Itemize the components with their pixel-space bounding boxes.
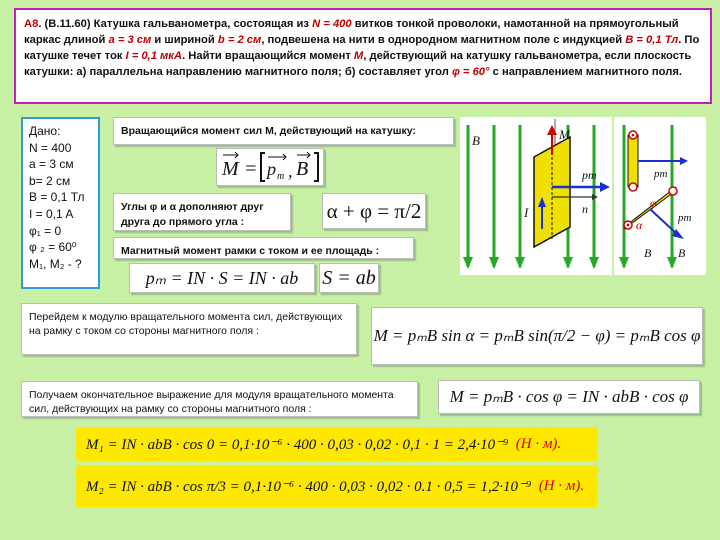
given-box xyxy=(21,117,100,289)
label-pm: pm xyxy=(582,168,597,182)
task-source: . (В.11.60) xyxy=(38,18,94,30)
task-text: . Найти вращающийся момент xyxy=(182,50,354,62)
moment-label: Магнитный момент рамки с током и ее площадь : xyxy=(113,237,414,259)
result-m2-unit: (Н · м). xyxy=(538,477,585,494)
angles-formula: α + φ = π/2 xyxy=(322,193,426,229)
task-text: с направлением магнитного поля. xyxy=(489,66,682,78)
result-m2 xyxy=(76,465,598,507)
label-m: M xyxy=(559,127,570,142)
torque-label: Вращающийся момент сил M, действующий на катушку: xyxy=(113,117,454,145)
task-text: , подвешена на нити в однородном магнитном поле с индукцией xyxy=(261,34,626,46)
task-a: а = 3 см xyxy=(108,34,152,46)
task-phi: φ = 60° xyxy=(451,66,490,78)
frame-field-diagram xyxy=(460,117,612,275)
label-b-top-2: B xyxy=(678,246,686,260)
given-phi2: φ ₂ = 60⁰ xyxy=(29,240,77,255)
task-text: витков тонкой проволоки, намотанной на прямоугольный каркас длиной xyxy=(24,18,679,46)
given-n: N = 400 xyxy=(29,140,72,155)
label-n: n xyxy=(582,202,588,216)
formula-eq: = xyxy=(244,158,258,180)
torque-formula-graphic xyxy=(218,149,322,185)
svg-text:m: m xyxy=(277,171,285,182)
label-pm-top: pm xyxy=(654,168,668,180)
given-a: a = 3 см xyxy=(29,157,74,172)
label-i: I xyxy=(524,205,529,220)
given-title: Дано: xyxy=(29,124,61,138)
task-text: Катушка гальванометра, состоящая из xyxy=(93,18,313,30)
modulus-formula: M = pₘB sin α = pₘB sin(π/2 − φ) = pₘB cos φ xyxy=(371,307,703,365)
formula-m: M xyxy=(222,158,239,180)
task-current: I = 0,1 мкА xyxy=(125,50,183,62)
task-text: , действующий на катушку гальванометра, если плоскость катушки: а) параллельна направлению магнитного поля; б) составляет угол xyxy=(24,50,692,78)
final-formula: M = pₘB · cos φ = IN · abB · cos φ xyxy=(438,380,700,414)
frame-side-top xyxy=(628,135,638,187)
area-formula: S = ab xyxy=(319,263,379,293)
result-m1 xyxy=(76,427,598,461)
modulus-label: Перейдем к модулю вращательного момента сил, действующих на рамку с током со стороны магнитного поля : xyxy=(21,303,357,355)
given-current: I = 0,1 A xyxy=(29,206,74,221)
label-b: B xyxy=(472,133,480,148)
task-m: М xyxy=(353,50,364,62)
given-field: B = 0,1 Тл xyxy=(29,190,85,205)
task-text: и шириной xyxy=(151,34,218,46)
given-unknowns: M₁, M₂ - ? xyxy=(29,256,82,271)
label-pm-rotated: pm xyxy=(678,212,692,224)
result-m1-formula: M₁ = IN · abB · cos 0 = 0,1·10⁻⁶ · 400 · 0,03 · 0,02 · 0,1 · 1 = 2,4·10⁻⁹ xyxy=(86,436,509,453)
task-number: А8 xyxy=(24,18,39,30)
result-m1-unit: (Н · м). xyxy=(515,435,562,452)
label-phi: φ xyxy=(650,196,657,210)
svg-text:,: , xyxy=(288,161,293,181)
label-b-top: B xyxy=(644,246,652,260)
angles-label: Углы φ и α дополняют друг друга до прямого угла : xyxy=(113,193,291,231)
label-alpha: α xyxy=(636,218,643,232)
final-label: Получаем окончательное выражение для модуля вращательного момента сил, действующих на рамку со стороны магнитного поля : xyxy=(21,381,418,417)
task-text: . По катушке течет ток xyxy=(24,34,700,62)
task-b: b = 2 см xyxy=(217,34,262,46)
given-b: b= 2 см xyxy=(29,173,71,188)
top-view-diagram xyxy=(614,117,706,275)
task-n: N = 400 xyxy=(312,18,352,30)
formula-b: B xyxy=(296,158,309,180)
formula-pm: p xyxy=(267,159,276,179)
task-field: В = 0,1 Тл xyxy=(625,34,679,46)
moment-formula: pₘ = IN · S = IN · ab xyxy=(129,263,315,293)
torque-formula xyxy=(216,148,324,186)
given-phi1: φ₁ = 0 xyxy=(29,223,62,238)
task-statement xyxy=(14,8,712,104)
result-m2-formula: M₂ = IN · abB · cos π/3 = 0,1·10⁻⁶ · 400 · 0,03 · 0,02 · 0.1 · 0,5 = 1,2·10⁻⁹ xyxy=(86,478,532,495)
